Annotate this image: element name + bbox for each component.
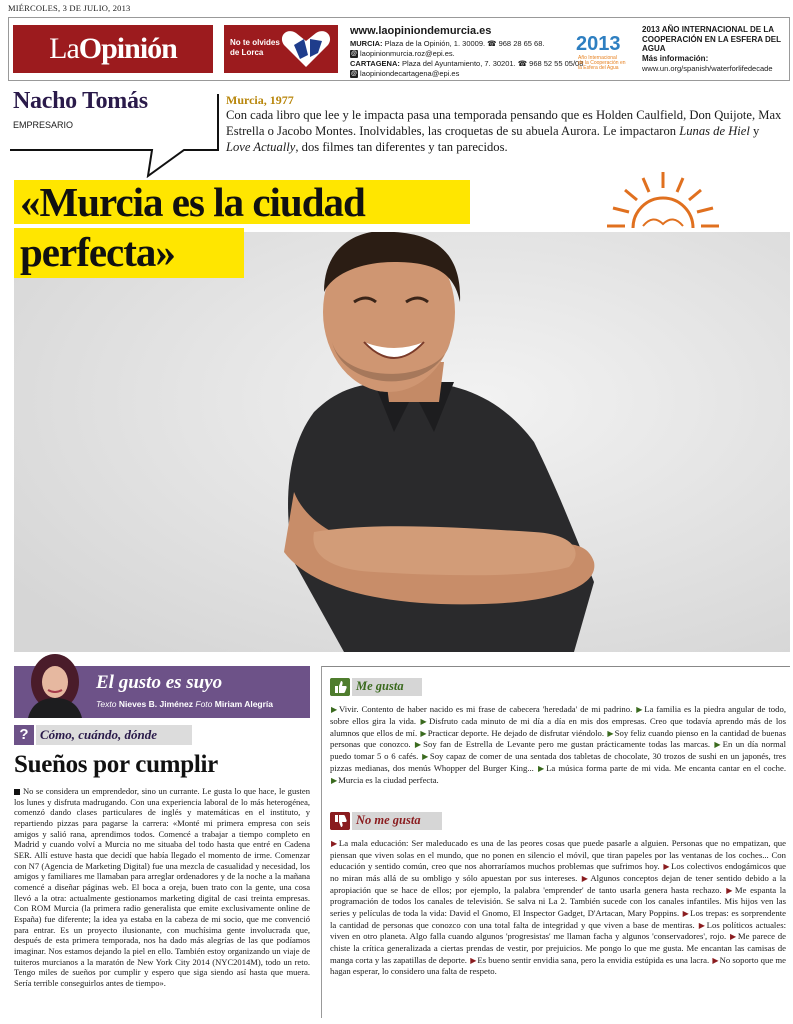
texto-author: Nieves B. Jiménez (118, 699, 194, 709)
bio-part-1: Con cada libro que lee y le impacta pasa una temporada pensando que es Holden Caulfield, Don Quijote, Max Estrella o Jacobo Montes. Inolvidables, las croquetas de su abuela Aurora. Le impactaron (226, 108, 782, 138)
svg-text:de la Cooperación en: de la Cooperación en (578, 60, 626, 66)
gusto-credits (96, 699, 273, 709)
murcia-addr-text: Plaza de la Opinión, 1. 30009. ☎ 968 28 65 68. (384, 39, 545, 48)
list-item: No soporto que me hagan esperar, lo considero una falta de respeto. (330, 954, 787, 977)
cartagena-address (350, 59, 583, 69)
list-item: Soy fan de Estrella de Levante pero me gustan prácticamente todas las marcas. (423, 739, 714, 750)
bio-film-1: Lunas de Hiel (679, 124, 750, 138)
triangle-bullet-icon: ▶ (682, 908, 690, 918)
murcia-email[interactable] (350, 49, 455, 59)
list-item: Los trepas: es sorprendente la cantidad de personas que conozco con una total falta de integridad y que viven a base de mentiras. (330, 907, 786, 930)
triangle-bullet-icon: ▶ (730, 932, 737, 942)
edition-date: MIÉRCOLES, 3 DE JULIO, 2013 (8, 3, 131, 13)
top-rule (322, 666, 790, 667)
logo-opinion: Opinión (78, 32, 177, 65)
list-item: Los colectivos endogámicos que no miran más allá de su ombligo y sólo apuestan por sus intereses. (330, 861, 786, 883)
section-title: Sueños por cumplir (14, 751, 218, 778)
info-url-link[interactable]: www.un.org/spanish/waterforlifedecade (642, 64, 773, 73)
lorca-banner-text: No te olvides de Lorca (230, 38, 280, 57)
list-item: Los políticos actuales: viven en otro planeta. Algo falla cuando algunos 'progresistas' me llaman facha y algunos 'conservadores', rojo. (330, 919, 786, 942)
square-bullet-icon (14, 789, 20, 795)
list-item: Algunos conceptos dejan de tener sentido debido a la apropiación que se hace de ellos; por ejemplo, la palabra 'emprender' de tanto usarla genera hasta rechazo. (330, 872, 787, 895)
me-gusta-list (330, 704, 786, 787)
profile-name: Nacho Tomás (13, 88, 148, 114)
me-gusta-label: Me gusta (356, 679, 404, 693)
column-divider (321, 666, 322, 1018)
cartagena-email-text: laopiniondecartagena@epi.es (360, 69, 460, 78)
sun-icon (603, 168, 723, 236)
bio-part-2: , dos filmes tan diferentes y tan parecidos. (295, 140, 508, 154)
water-year-logo (574, 30, 636, 70)
triangle-bullet-icon: ▶ (331, 839, 338, 848)
heart-icon (280, 29, 332, 69)
triangle-bullet-icon: ▶ (663, 862, 671, 872)
svg-text:Año Internacional: Año Internacional (578, 55, 617, 61)
triangle-bullet-icon: ▶ (636, 705, 644, 714)
profile-role: EMPRESARIO (13, 120, 74, 130)
list-item: Soy capaz de comer de una sentada dos tabletas de chocolate, 30 trozos de sushi en un japonés, tres pizzas medianas, dos menús Whopper del Burger King... (330, 751, 786, 773)
profile-bio (226, 107, 786, 155)
list-item: Es bueno sentir envidia sana, pero la envidia estúpida es una lacra. (477, 954, 712, 965)
question-icon: ? (14, 725, 34, 745)
cartagena-label: CARTAGENA: (350, 59, 400, 68)
list-item: La música forma parte de mi vida. Me encanta cantar en el coche. (546, 762, 786, 773)
list-item: Murcia es la ciudad perfecta. (338, 774, 439, 785)
gusto-title: El gusto es suyo (96, 672, 223, 693)
no-me-gusta-list (330, 838, 786, 978)
list-item: La mala educación: Ser maleducado es una de las peores cosas que puede pasarle a alguien. Personas que no empatizan, que piensan que viven solas en el mundo, que no ponen en silencio el móvil, que tiran papeles por las ventanas de los coches... Con educación y sentido común, creo que nos ahorraríamos muchos problemas que sufrimos hoy. (330, 838, 786, 872)
triangle-bullet-icon: ▶ (422, 752, 429, 762)
list-item: Disfruto cada minuto de mi día a día en mis dos empresas. Creo que todavía aprendo más de los alumnos que ellos de mí. (330, 715, 786, 738)
thumbs-up-icon (330, 678, 350, 696)
list-item: Me parece de chiste la crítica generalizada a ciertas prendas de vestir, por prejuicios. Me pongo lo que me gusta. Me encantan las camisas de manga corta y las zapatillas de deporte. (330, 931, 787, 965)
cartagena-addr-text: Plaza del Ayuntamiento, 7. 30201. ☎ 968 52 55 05/08 (401, 59, 584, 68)
water-year-title: 2013 AÑO INTERNACIONAL DE LA COOPERACIÓN EN LA ESFERA DEL AGUA (642, 25, 781, 53)
triangle-bullet-icon: ▶ (331, 705, 338, 714)
bio-and: y (749, 124, 760, 138)
article-text: No se considera un emprendedor, sino un currante. Le gusta lo que hace, le gusten los lunes y disfruta madrugando. Con una experiencia laboral de lo más heterogénea, comenzó dando clases particulares de inglés y matemáticas en el instituto, y repartiendo pizzas para pagarse la carrera: «Monté mi primera empresa con seis amigos y salió rana, aprendimos todos. Comencé a trabajar a tiempo completo en Madrid y cuando volví a Murcia no me situaba del todo hasta que entré en Cadena SER. Allí estuve hasta que decidí que había llegado el momento de irme. Comenzar con N7 (Agencia de Marketing Digital) fue una mezcla de casualidad y necesidad, los amigos y familiares me llamaban para arreglar ordenadores y de la noche a la mañana comencé a diseñar páginas web. El boca a oreja, buen trato con la gente, una cosa llevó a la otra: actualmente gestionamos marketing digital de casi treinta empresas. Con ROM Murcia (la primera radio generalista que emite exclusivamente online de España) fue diferente; la idea ya estaba en la cabeza de mi socio, que me convenció para entrar. Es un proyecto ilusionante, con muchísima gente involucrada que, después de esta primera temporada, nos ha dado más alegrías de las que podíamos imaginar. Nos estamos dejando la piel en ello. También estoy organizando un viaje de tuiteros murcianos a la maratón de New York City 2014 (NYC2014M), todo un reto. Tengo miles de sueños por cumplir y espero que siga siendo así hasta que muera. Sería terrible conseguirlos antes de tiempo». (14, 786, 310, 988)
list-item: Me espanta la programación de todos los canales de televisión. Se salva ni La 2. También sucede con los canales infantiles. Mis hijos ven las series y películas de toda la vida: David el Gnomo, El Inspector Gadget, D'Artacan, Mary Poppins. (330, 884, 786, 918)
triangle-bullet-icon: ▶ (726, 885, 734, 895)
section-label-ccd: Cómo, cuándo, dónde (40, 727, 158, 742)
author-avatar (20, 652, 90, 718)
list-item: Vivir. Contento de haber nacido es mi frase de cabecera 'heredada' de mi padrino. (338, 704, 636, 714)
logo-la: La (49, 32, 79, 65)
triangle-bullet-icon: ▶ (414, 740, 423, 750)
triangle-bullet-icon: ▶ (537, 763, 546, 773)
list-item: La familia es la piedra angular de todo, sobre ellos gira la vida. (330, 704, 786, 726)
triangle-bullet-icon: ▶ (698, 920, 706, 930)
profile-city-year: Murcia, 1977 (226, 93, 294, 107)
foto-author: Miriam Alegría (214, 699, 274, 709)
foto-label: Foto (193, 699, 215, 709)
article-body (14, 786, 310, 988)
triangle-bullet-icon: ▶ (714, 740, 722, 750)
triangle-bullet-icon: ▶ (470, 955, 477, 965)
newspaper-logo[interactable] (13, 25, 213, 73)
svg-text:la Esfera del Agua: la Esfera del Agua (578, 65, 619, 70)
list-item: Soy feliz cuando pienso en la cantidad de buenas personas que conozco. (330, 727, 786, 750)
year-logo-number: 2013 (576, 33, 621, 55)
cartagena-email[interactable] (350, 69, 459, 79)
headline-line-2: perfecta» (20, 229, 175, 275)
portrait-photo (14, 229, 790, 652)
bio-film-2: Love Actually (226, 140, 296, 154)
triangle-bullet-icon: ▶ (607, 728, 614, 738)
texto-label: Texto (96, 699, 119, 709)
more-info-label: Más información: (642, 54, 709, 63)
triangle-bullet-icon: ▶ (581, 873, 590, 883)
headline-line-1: «Murcia es la ciudad (20, 179, 365, 225)
triangle-bullet-icon: ▶ (331, 775, 338, 785)
list-item: Practicar deporte. He dejado de disfrutar viéndolo. (427, 727, 607, 738)
murcia-label: MURCIA: (350, 39, 383, 48)
thumbs-down-icon (330, 812, 350, 830)
email-icon: @ (350, 51, 358, 58)
list-item: En un día normal puedo tomar 5 o 6 cafés. (330, 739, 787, 762)
email-icon: @ (350, 71, 358, 78)
triangle-bullet-icon: ▶ (420, 728, 427, 738)
murcia-address (350, 39, 544, 49)
no-me-gusta-label: No me gusta (356, 813, 421, 827)
triangle-bullet-icon: ▶ (712, 955, 719, 965)
website-link[interactable]: www.laopiniondemurcia.es (350, 25, 492, 37)
murcia-email-text: laopinionmurcia.roz@epi.es. (360, 49, 455, 58)
triangle-bullet-icon: ▶ (420, 716, 428, 726)
